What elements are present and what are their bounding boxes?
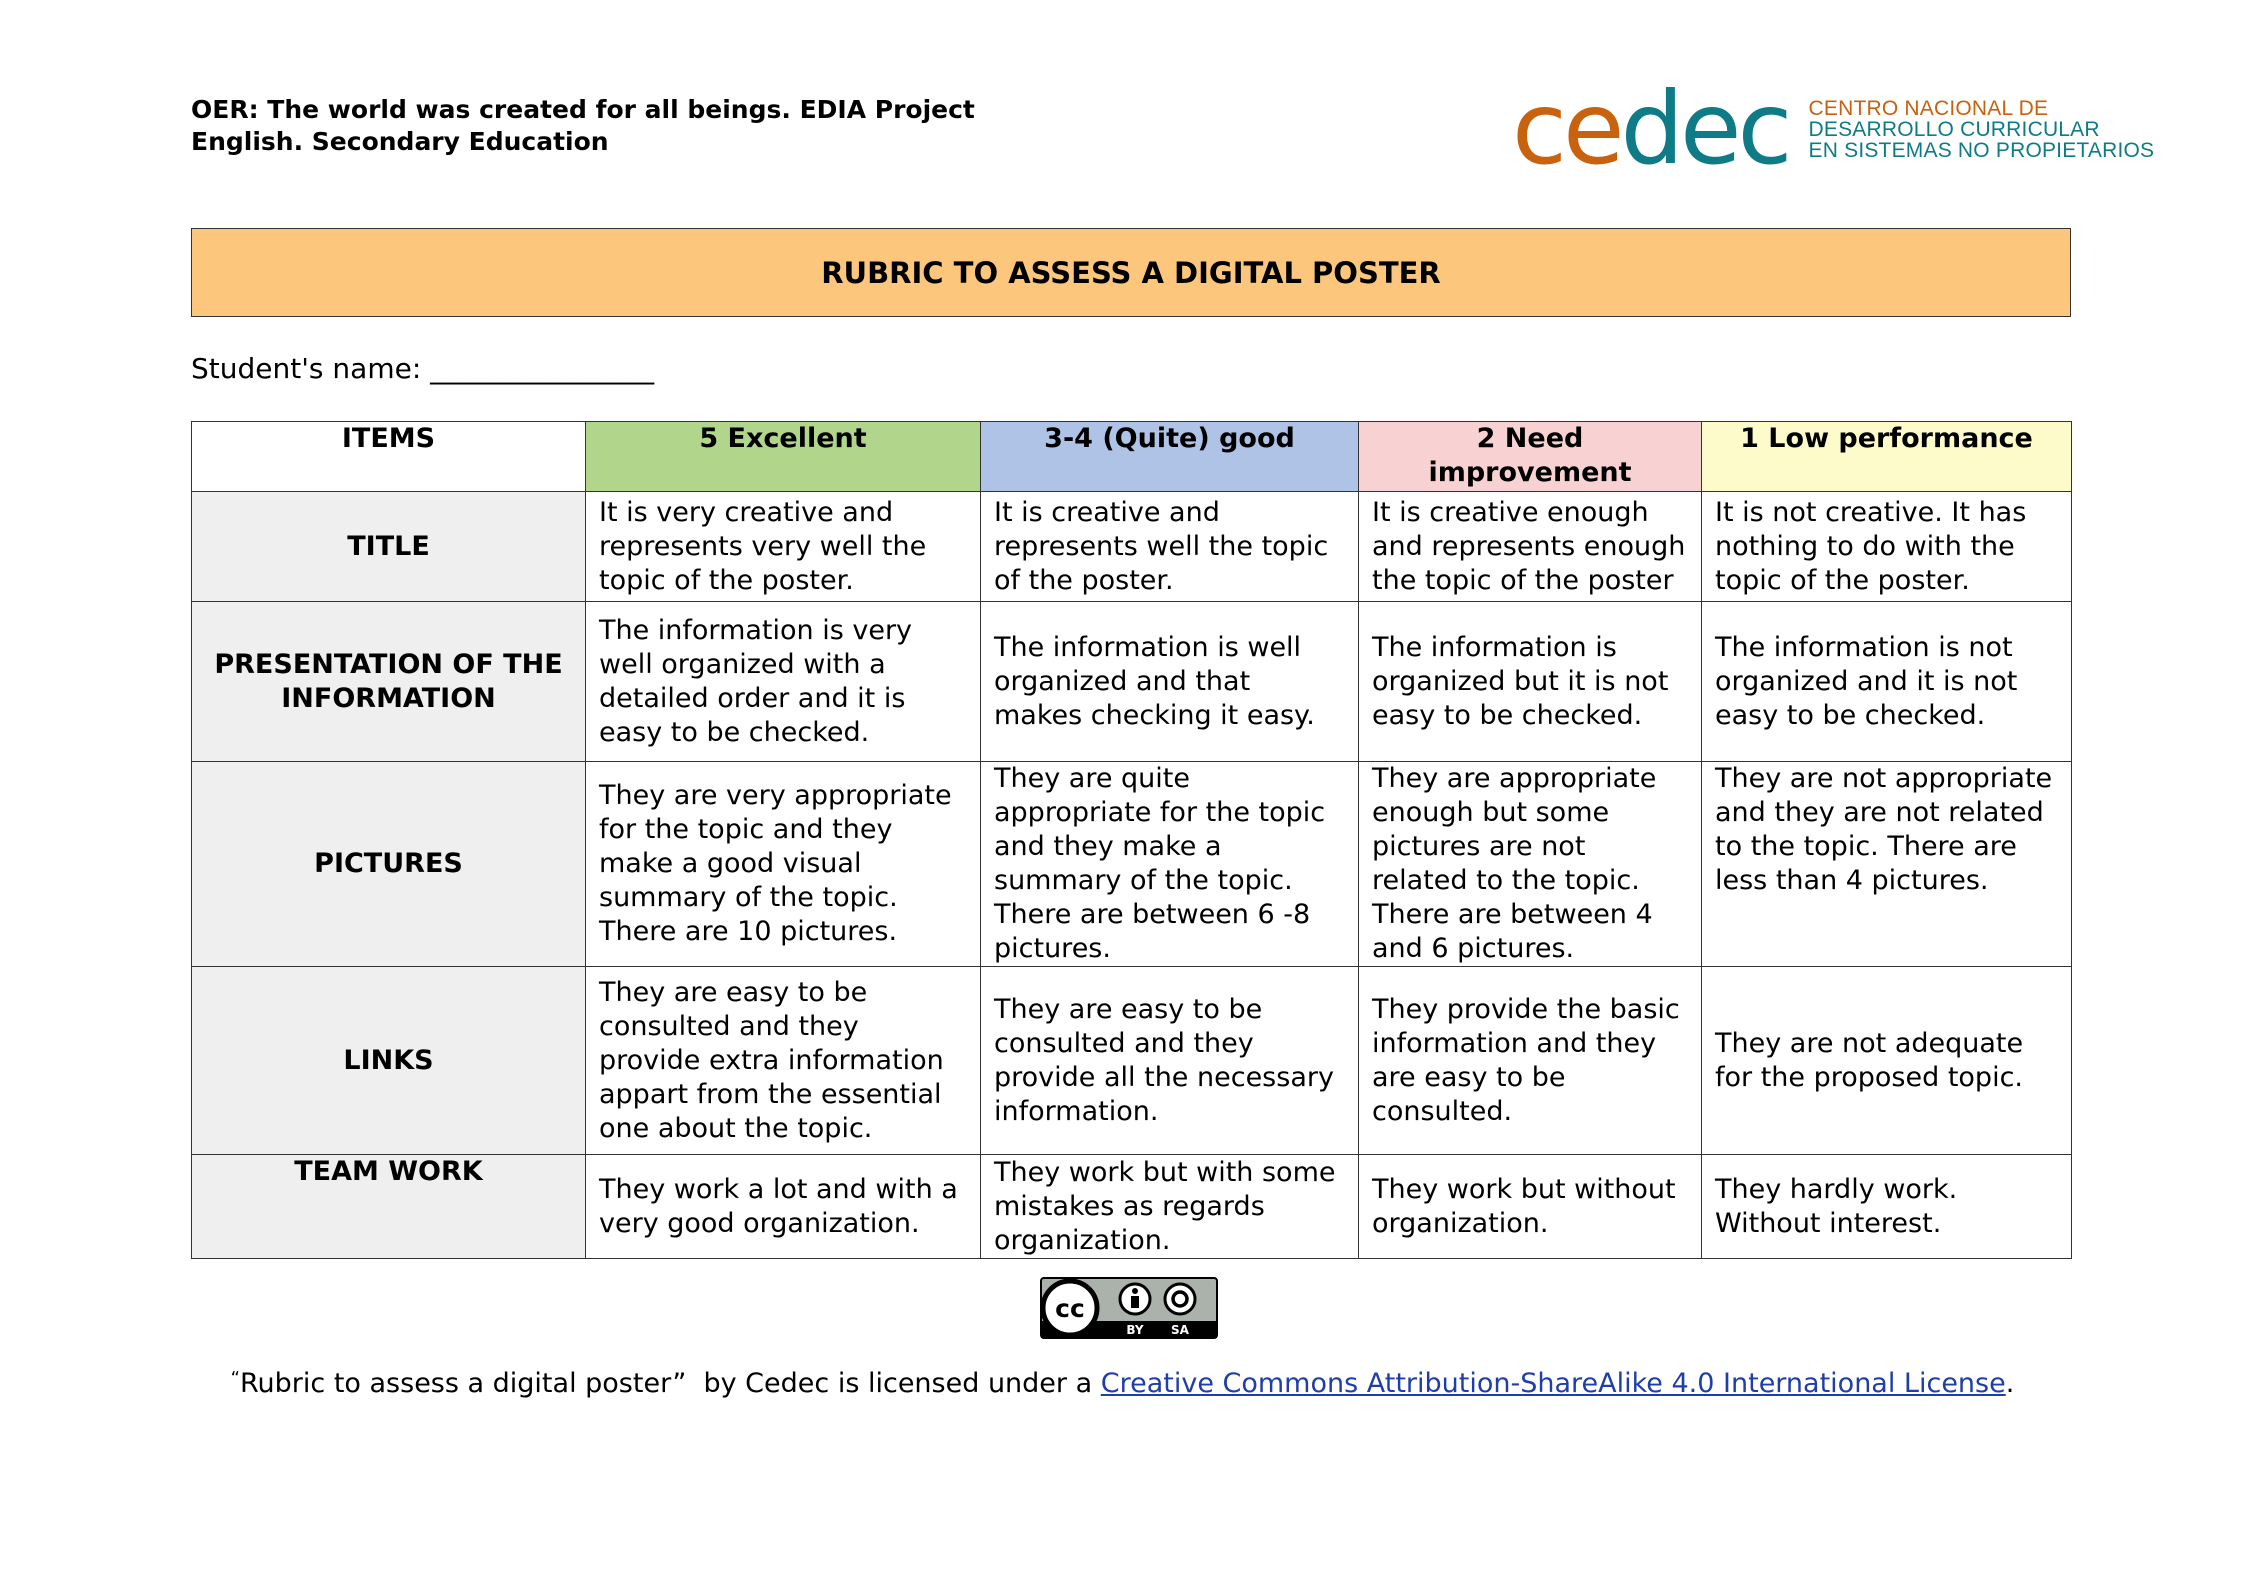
cedec-logo bbox=[1512, 70, 2155, 187]
rubric-table bbox=[191, 421, 2072, 1259]
cedec-logo-word bbox=[1512, 70, 1789, 187]
table-row bbox=[192, 967, 2072, 1155]
table-row bbox=[192, 492, 2072, 602]
item-title: TITLE bbox=[192, 492, 586, 602]
cedec-logo-sub-line1: CENTRO NACIONAL DE bbox=[1808, 96, 2049, 120]
cedec-logo-subtitle bbox=[1809, 98, 2155, 161]
cell-excellent: It is very creative and represents very well the topic of the poster. bbox=[586, 492, 981, 602]
cell-low-performance: They are not appropriate and they are not related to the topic. There are less than 4 pictures. bbox=[1702, 762, 2072, 967]
license-attribution bbox=[0, 1368, 2245, 1399]
license-link[interactable]: Creative Commons Attribution-ShareAlike 4.0 International License bbox=[1100, 1368, 2006, 1399]
cell-excellent: They are very appropriate for the topic and they make a good visual summary of the topic. There are 10 pictures. bbox=[586, 762, 981, 967]
cell-low-performance: The information is not organized and it is not easy to be checked. bbox=[1702, 602, 2072, 762]
cell-need-improvement: It is creative enough and represents enough the topic of the poster bbox=[1359, 492, 1702, 602]
document-header bbox=[191, 94, 975, 158]
attribution-end: . bbox=[2005, 1368, 2015, 1399]
attribution-middle-text: by Cedec is licensed under a bbox=[686, 1368, 1101, 1399]
header-items: ITEMS bbox=[192, 422, 586, 492]
item-pictures: PICTURES bbox=[192, 762, 586, 967]
attribution-work-title: Rubric to assess a digital poster bbox=[240, 1368, 673, 1399]
cedec-logo-word-ce: ce bbox=[1512, 70, 1621, 187]
attribution-icon bbox=[1120, 1284, 1150, 1314]
header-low-performance: 1 Low performance bbox=[1702, 422, 2072, 492]
cell-need-improvement: They work but without organization. bbox=[1359, 1155, 1702, 1259]
cell-excellent: The information is very well organized with a detailed order and it is easy to be checked. bbox=[586, 602, 981, 762]
cc-by-sa-badge[interactable] bbox=[1040, 1277, 1218, 1339]
cell-low-performance: It is not creative. It has nothing to do with the topic of the poster. bbox=[1702, 492, 2072, 602]
header-quite-good: 3-4 (Quite) good bbox=[981, 422, 1359, 492]
cedec-logo-sub-line2: DESARROLLO CURRICULAR bbox=[1808, 117, 2100, 141]
item-links: LINKS bbox=[192, 967, 586, 1155]
cell-quite-good: The information is well organized and that makes checking it easy. bbox=[981, 602, 1359, 762]
cedec-logo-sub-line3: EN SISTEMAS NO PROPIETARIOS bbox=[1808, 138, 2155, 162]
header-excellent: 5 Excellent bbox=[586, 422, 981, 492]
student-name-field: Student's name: ________________ bbox=[191, 352, 655, 385]
cell-quite-good: They are quite appropriate for the topic and they make a summary of the topic. There are between 6 -8 pictures. bbox=[981, 762, 1359, 967]
attribution-quote-close: ” bbox=[672, 1368, 687, 1399]
rubric-header-row bbox=[192, 422, 2072, 492]
rubric-title-banner bbox=[191, 228, 2071, 317]
attribution-quote-open: “ bbox=[230, 1368, 240, 1389]
cc-icon bbox=[1043, 1281, 1097, 1335]
header-project-line: OER: The world was created for all beings. EDIA Project bbox=[191, 95, 975, 124]
sa-label: SA bbox=[1171, 1323, 1189, 1337]
cell-low-performance: They are not adequate for the proposed topic. bbox=[1702, 967, 2072, 1155]
cell-need-improvement: They are appropriate enough but some pictures are not related to the topic. There are between 4 and 6 pictures. bbox=[1359, 762, 1702, 967]
cell-need-improvement: The information is organized but it is not easy to be checked. bbox=[1359, 602, 1702, 762]
header-need-improvement: 2 Need improvement bbox=[1359, 422, 1702, 492]
cell-quite-good: They work but with some mistakes as regards organization. bbox=[981, 1155, 1359, 1259]
cell-excellent: They work a lot and with a very good organization. bbox=[586, 1155, 981, 1259]
cc-text: cc bbox=[1055, 1294, 1085, 1323]
cell-excellent: They are easy to be consulted and they provide extra information appart from the essential one about the topic. bbox=[586, 967, 981, 1155]
item-team-work: TEAM WORK bbox=[192, 1155, 586, 1259]
by-label: BY bbox=[1126, 1323, 1144, 1337]
table-row bbox=[192, 762, 2072, 967]
share-alike-icon bbox=[1165, 1284, 1195, 1314]
item-presentation: PRESENTATION OF THE INFORMATION bbox=[192, 602, 586, 762]
cell-quite-good: It is creative and represents well the topic of the poster. bbox=[981, 492, 1359, 602]
table-row bbox=[192, 1155, 2072, 1259]
table-row bbox=[192, 602, 2072, 762]
cedec-logo-word-dec: dec bbox=[1620, 70, 1789, 187]
cell-low-performance: They hardly work. Without interest. bbox=[1702, 1155, 2072, 1259]
cell-quite-good: They are easy to be consulted and they provide all the necessary information. bbox=[981, 967, 1359, 1155]
rubric-title: RUBRIC TO ASSESS A DIGITAL POSTER bbox=[821, 255, 1441, 290]
cell-need-improvement: They provide the basic information and they are easy to be consulted. bbox=[1359, 967, 1702, 1155]
header-subject-line: English. Secondary Education bbox=[191, 127, 609, 156]
